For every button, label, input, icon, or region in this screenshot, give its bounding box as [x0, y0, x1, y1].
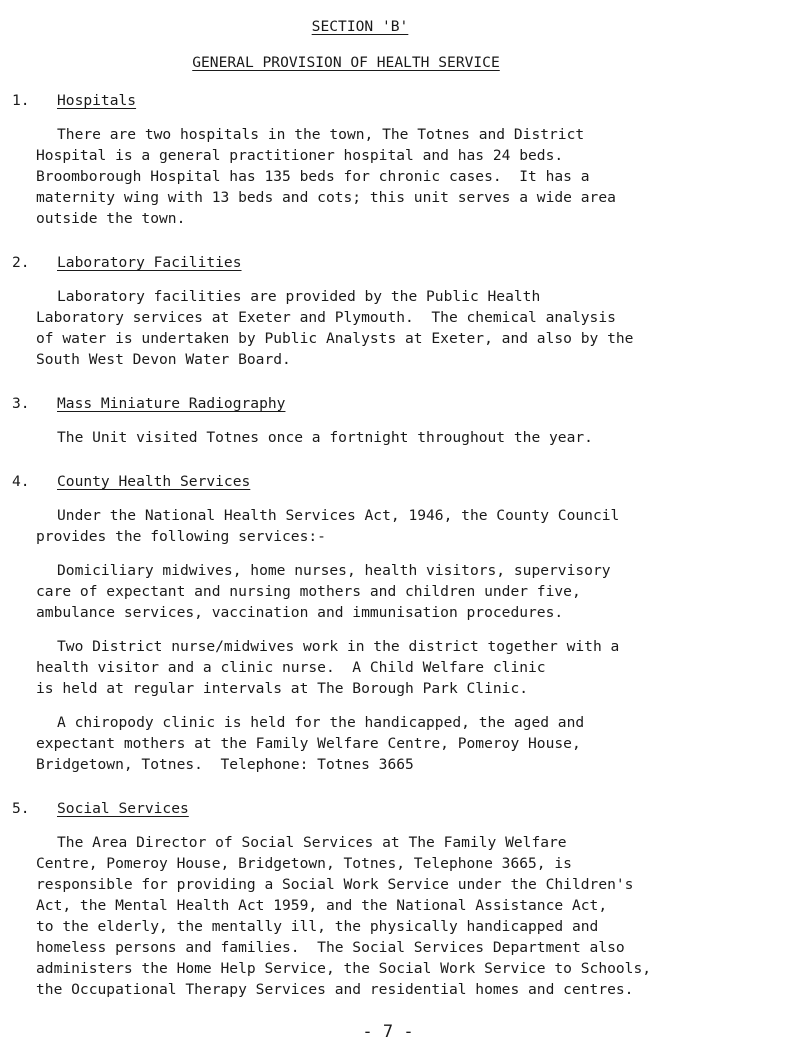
paragraph-line: to the elderly, the mentally ill, the physically handicapped and	[36, 918, 599, 935]
paragraph	[0, 286, 800, 370]
paragraph	[0, 636, 800, 699]
paragraph-line: Under the National Health Services Act, 1946, the County Council	[57, 507, 620, 524]
section-1	[0, 90, 800, 229]
document-body	[0, 90, 800, 1000]
paragraph-line: outside the town.	[36, 210, 186, 227]
paragraph-line: the Occupational Therapy Services and residential homes and centres.	[36, 981, 634, 998]
section-number: 4.	[12, 473, 30, 490]
paragraph-line: responsible for providing a Social Work Service under the Children's	[36, 876, 634, 893]
section-number: 5.	[12, 800, 30, 817]
section-2	[0, 252, 800, 370]
page-title: GENERAL PROVISION OF HEALTH SERVICE	[192, 54, 500, 71]
paragraph-line: Broomborough Hospital has 135 beds for chronic cases. It has a	[36, 168, 590, 185]
paragraph	[0, 832, 800, 1000]
paragraph-line: of water is undertaken by Public Analysts at Exeter, and also by the	[36, 330, 634, 347]
section-heading: County Health Services	[57, 473, 251, 490]
paragraph-line: Laboratory services at Exeter and Plymouth. The chemical analysis	[36, 309, 616, 326]
paragraph-line: The Area Director of Social Services at The Family Welfare	[57, 834, 567, 851]
paragraph-line: Two District nurse/midwives work in the district together with a	[57, 638, 620, 655]
paragraph-line: maternity wing with 13 beds and cots; this unit serves a wide area	[36, 189, 616, 206]
paragraph-line: homeless persons and families. The Social Services Department also	[36, 939, 625, 956]
section-heading: Hospitals	[57, 92, 137, 109]
paragraph-line: Laboratory facilities are provided by the Public Health	[57, 288, 541, 305]
paragraph-line: Hospital is a general practitioner hospital and has 24 beds.	[36, 147, 564, 164]
paragraph-line: Bridgetown, Totnes. Telephone: Totnes 3665	[36, 756, 414, 773]
paragraph-line: The Unit visited Totnes once a fortnight throughout the year.	[57, 429, 593, 446]
paragraph-line: expectant mothers at the Family Welfare Centre, Pomeroy House,	[36, 735, 581, 752]
section-5	[0, 798, 800, 1000]
paragraph-line: care of expectant and nursing mothers and children under five,	[36, 583, 581, 600]
paragraph	[0, 124, 800, 229]
section-4	[0, 471, 800, 775]
paragraph	[0, 505, 800, 547]
section-number: 3.	[12, 395, 30, 412]
paragraph-line: ambulance services, vaccination and immunisation procedures.	[36, 604, 564, 621]
paragraph-line: health visitor and a clinic nurse. A Child Welfare clinic	[36, 659, 546, 676]
paragraph	[0, 427, 800, 448]
paragraph-line: Act, the Mental Health Act 1959, and the National Assistance Act,	[36, 897, 608, 914]
paragraph-line: is held at regular intervals at The Borough Park Clinic.	[36, 680, 529, 697]
section-heading: Laboratory Facilities	[57, 254, 242, 271]
section-3	[0, 393, 800, 448]
paragraph	[0, 712, 800, 775]
paragraph-line: administers the Home Help Service, the Social Work Service to Schools,	[36, 960, 652, 977]
paragraph-line: provides the following services:-	[36, 528, 326, 545]
paragraph-line: South West Devon Water Board.	[36, 351, 291, 368]
section-number: 1.	[12, 92, 30, 109]
paragraph	[0, 560, 800, 623]
paragraph-line: Domiciliary midwives, home nurses, health visitors, supervisory	[57, 562, 611, 579]
section-heading: Social Services	[57, 800, 189, 817]
section-number: 2.	[12, 254, 30, 271]
section-heading: Mass Miniature Radiography	[57, 395, 286, 412]
paragraph-line: There are two hospitals in the town, The Totnes and District	[57, 126, 585, 143]
section-label: SECTION 'B'	[311, 18, 409, 35]
paragraph-line: A chiropody clinic is held for the handicapped, the aged and	[57, 714, 585, 731]
page-number: - 7 -	[362, 1022, 414, 1042]
paragraph-line: Centre, Pomeroy House, Bridgetown, Totnes, Telephone 3665, is	[36, 855, 572, 872]
